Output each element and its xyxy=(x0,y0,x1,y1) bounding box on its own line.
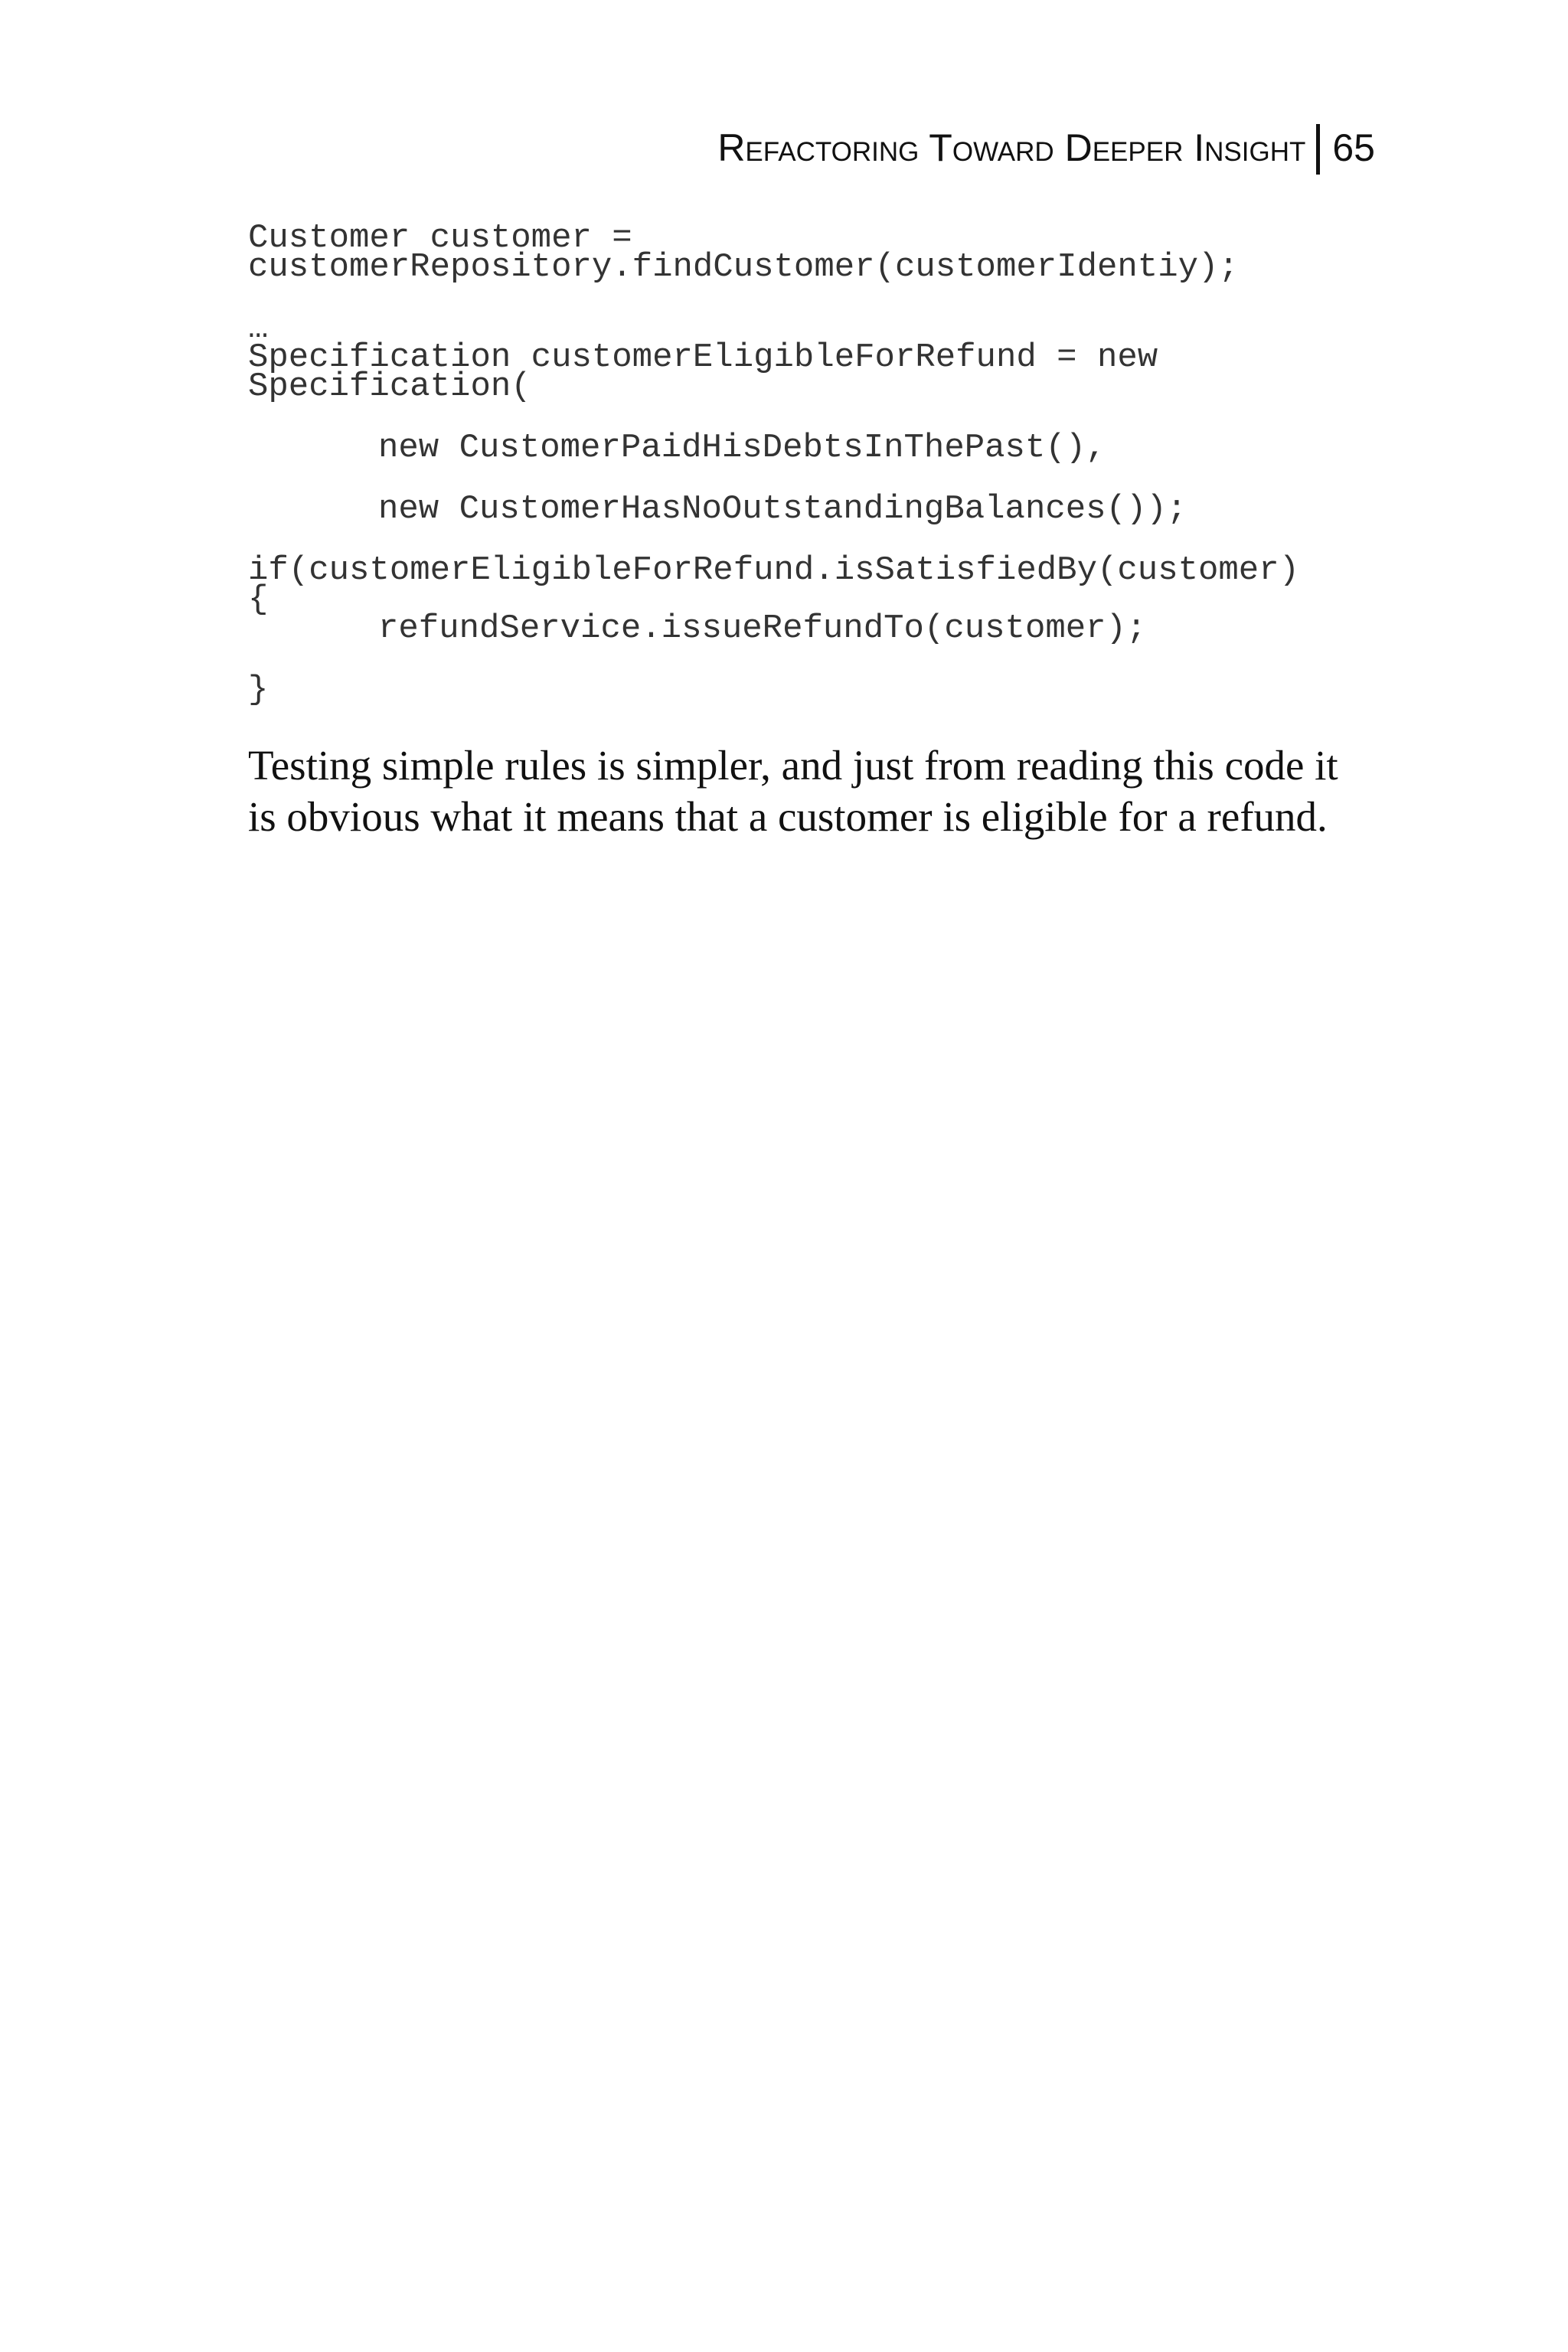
code-line: customerRepository.findCustomer(customerIdentiy); xyxy=(248,248,1239,286)
code-line: refundService.issueRefundTo(customer); xyxy=(378,609,1147,648)
code-line: } xyxy=(248,671,269,709)
code-line: { xyxy=(248,580,269,619)
running-header xyxy=(717,126,1375,169)
chapter-title: Refactoring Toward Deeper Insight xyxy=(717,126,1306,169)
paragraph-line: is obvious what it means that a customer is eligible for a refund. xyxy=(248,793,1328,840)
body-paragraph xyxy=(248,740,1396,842)
page-number: 65 xyxy=(1332,126,1375,169)
code-line: new CustomerHasNoOutstandingBalances()); xyxy=(378,490,1187,528)
code-line: Specification( xyxy=(248,368,531,406)
code-line: … xyxy=(248,309,269,348)
code-line: Customer customer = xyxy=(248,219,632,257)
code-line: Specification customerEligibleForRefund = new xyxy=(248,338,1158,377)
code-line: if(customerEligibleForRefund.isSatisfiedBy(customer) xyxy=(248,551,1300,590)
code-line: new CustomerPaidHisDebtsInThePast(), xyxy=(378,429,1106,467)
paragraph-line: Testing simple rules is simpler, and just from reading this code it xyxy=(248,742,1338,789)
